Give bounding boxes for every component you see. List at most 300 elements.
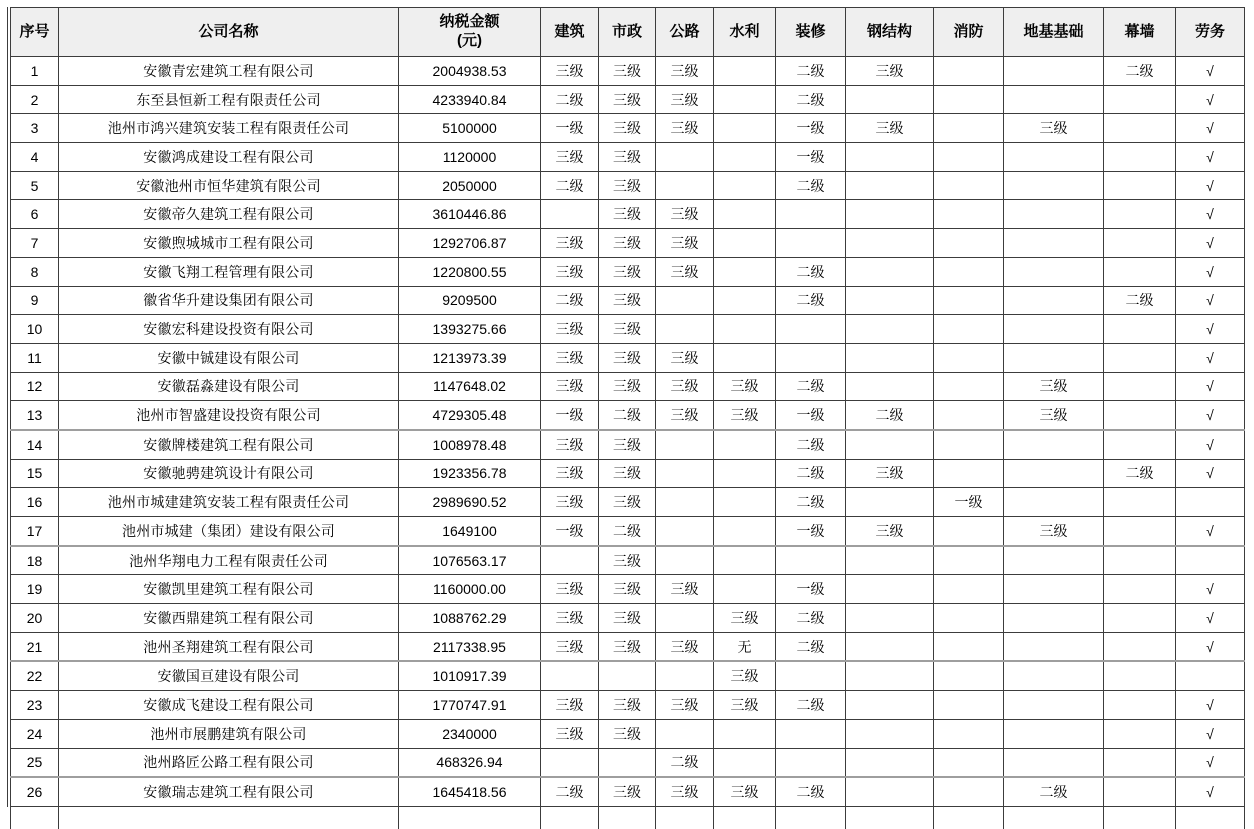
cell-muqiang: 二级 [1104, 459, 1176, 488]
cell-zhuangxiu: 二级 [776, 691, 846, 720]
cell-company: 安徽青宏建筑工程有限公司 [59, 57, 399, 86]
table-row [11, 488, 1245, 517]
cell-zhuangxiu [776, 343, 846, 372]
cell-index: 1 [11, 57, 59, 86]
cell-gonglu [656, 604, 714, 633]
table-row [11, 517, 1245, 546]
cell-company: 安徽帝久建筑工程有限公司 [59, 200, 399, 229]
cell-company: 池州市展鹏建筑有限公司 [59, 719, 399, 748]
cell-zhuangxiu: 二级 [776, 372, 846, 401]
cell-company: 安徽宏科建设投资有限公司 [59, 315, 399, 344]
cell-empty [1176, 806, 1245, 829]
cell-company: 安徽牌楼建筑工程有限公司 [59, 430, 399, 459]
cell-laowu: √ [1176, 430, 1245, 459]
cell-gangjiegou [846, 691, 934, 720]
cell-xiaofang [934, 229, 1004, 258]
cell-jianzhu: 三级 [541, 459, 599, 488]
table-row [11, 257, 1245, 286]
cell-tax: 2050000 [399, 171, 541, 200]
cell-jianzhu: 三级 [541, 372, 599, 401]
cell-index: 24 [11, 719, 59, 748]
cell-laowu: √ [1176, 604, 1245, 633]
table-row [11, 430, 1245, 459]
cell-gangjiegou: 三级 [846, 114, 934, 143]
cell-tax: 1923356.78 [399, 459, 541, 488]
cell-zhuangxiu: 二级 [776, 632, 846, 661]
cell-muqiang [1104, 546, 1176, 575]
cell-gonglu: 三级 [656, 632, 714, 661]
cell-xiaofang [934, 85, 1004, 114]
spreadsheet [10, 7, 1245, 829]
cell-muqiang [1104, 229, 1176, 258]
cell-muqiang [1104, 488, 1176, 517]
cell-dijijichu [1004, 229, 1104, 258]
cell-index: 8 [11, 257, 59, 286]
cell-xiaofang [934, 372, 1004, 401]
cell-jianzhu: 三级 [541, 632, 599, 661]
cell-shuili [714, 143, 776, 172]
cell-shizheng: 三级 [599, 286, 656, 315]
cell-laowu: √ [1176, 143, 1245, 172]
cell-zhuangxiu: 二级 [776, 257, 846, 286]
cell-xiaofang [934, 257, 1004, 286]
cell-company: 安徽中铖建设有限公司 [59, 343, 399, 372]
cell-dijijichu [1004, 143, 1104, 172]
cell-jianzhu: 三级 [541, 57, 599, 86]
cell-jianzhu: 三级 [541, 315, 599, 344]
table-row [11, 691, 1245, 720]
table-row [11, 575, 1245, 604]
cell-shuili [714, 430, 776, 459]
cell-tax: 1008978.48 [399, 430, 541, 459]
cell-tax: 1076563.17 [399, 546, 541, 575]
cell-index: 4 [11, 143, 59, 172]
cell-jianzhu [541, 200, 599, 229]
cell-muqiang [1104, 691, 1176, 720]
cell-muqiang [1104, 575, 1176, 604]
cell-shuili [714, 57, 776, 86]
cell-dijijichu [1004, 57, 1104, 86]
cell-gonglu: 三级 [656, 343, 714, 372]
cell-zhuangxiu [776, 200, 846, 229]
cell-zhuangxiu: 二级 [776, 488, 846, 517]
cell-muqiang [1104, 719, 1176, 748]
cell-dijijichu [1004, 171, 1104, 200]
cell-xiaofang [934, 575, 1004, 604]
cell-index: 23 [11, 691, 59, 720]
cell-shuili [714, 517, 776, 546]
cell-shizheng [599, 748, 656, 777]
cell-muqiang [1104, 343, 1176, 372]
cell-index: 16 [11, 488, 59, 517]
cell-jianzhu: 三级 [541, 343, 599, 372]
table-row [11, 401, 1245, 430]
cell-muqiang [1104, 372, 1176, 401]
cell-dijijichu: 三级 [1004, 517, 1104, 546]
cell-shizheng: 三级 [599, 575, 656, 604]
cell-tax: 2004938.53 [399, 57, 541, 86]
cell-laowu: √ [1176, 343, 1245, 372]
cell-xiaofang [934, 114, 1004, 143]
cell-xiaofang [934, 315, 1004, 344]
cell-empty [599, 806, 656, 829]
cell-xiaofang [934, 777, 1004, 806]
cell-shuili: 三级 [714, 604, 776, 633]
cell-company: 安徽鸿成建设工程有限公司 [59, 143, 399, 172]
table-row [11, 546, 1245, 575]
cell-shizheng: 三级 [599, 777, 656, 806]
cell-shizheng [599, 661, 656, 690]
cell-shizheng: 三级 [599, 632, 656, 661]
cell-dijijichu [1004, 200, 1104, 229]
cell-gangjiegou [846, 719, 934, 748]
cell-zhuangxiu: 二级 [776, 171, 846, 200]
cell-shuili [714, 171, 776, 200]
cell-laowu: √ [1176, 315, 1245, 344]
cell-shuili [714, 257, 776, 286]
cell-gangjiegou [846, 85, 934, 114]
partial-row [11, 806, 1245, 829]
cell-dijijichu: 三级 [1004, 401, 1104, 430]
cell-shuili [714, 748, 776, 777]
column-header-laowu: 劳务 [1176, 8, 1245, 57]
cell-jianzhu: 三级 [541, 719, 599, 748]
cell-dijijichu [1004, 661, 1104, 690]
table-row [11, 459, 1245, 488]
cell-gonglu: 三级 [656, 777, 714, 806]
cell-gonglu: 三级 [656, 257, 714, 286]
cell-company: 安徽成飞建设工程有限公司 [59, 691, 399, 720]
cell-company: 池州市鸿兴建筑安装工程有限责任公司 [59, 114, 399, 143]
cell-zhuangxiu [776, 546, 846, 575]
cell-company: 安徽瑞志建筑工程有限公司 [59, 777, 399, 806]
cell-shuili [714, 546, 776, 575]
cell-shuili: 三级 [714, 401, 776, 430]
cell-tax: 4233940.84 [399, 85, 541, 114]
column-header-muqiang: 幕墙 [1104, 8, 1176, 57]
cell-laowu: √ [1176, 632, 1245, 661]
cell-laowu: √ [1176, 401, 1245, 430]
cell-company: 东至县恒新工程有限责任公司 [59, 85, 399, 114]
cell-laowu: √ [1176, 748, 1245, 777]
cell-xiaofang [934, 143, 1004, 172]
cell-gonglu [656, 459, 714, 488]
cell-company: 徽省华升建设集团有限公司 [59, 286, 399, 315]
table-row [11, 229, 1245, 258]
cell-muqiang: 二级 [1104, 57, 1176, 86]
cell-shizheng: 三级 [599, 430, 656, 459]
cell-jianzhu [541, 661, 599, 690]
table-row [11, 85, 1245, 114]
cell-xiaofang [934, 661, 1004, 690]
cell-dijijichu [1004, 748, 1104, 777]
table-row [11, 372, 1245, 401]
column-header-index: 序号 [11, 8, 59, 57]
cell-gangjiegou [846, 372, 934, 401]
cell-shuili [714, 343, 776, 372]
cell-company: 池州市城建（集团）建设有限公司 [59, 517, 399, 546]
cell-xiaofang [934, 517, 1004, 546]
cell-index: 21 [11, 632, 59, 661]
cell-shizheng: 三级 [599, 604, 656, 633]
cell-empty [776, 806, 846, 829]
cell-shizheng: 三级 [599, 546, 656, 575]
cell-shuili [714, 114, 776, 143]
cell-gonglu: 三级 [656, 372, 714, 401]
cell-jianzhu: 二级 [541, 286, 599, 315]
column-header-tax [399, 8, 541, 57]
cell-empty [846, 806, 934, 829]
cell-zhuangxiu: 二级 [776, 777, 846, 806]
cell-gangjiegou: 二级 [846, 401, 934, 430]
cell-xiaofang [934, 748, 1004, 777]
cell-gangjiegou [846, 257, 934, 286]
cell-zhuangxiu: 二级 [776, 57, 846, 86]
cell-laowu: √ [1176, 517, 1245, 546]
cell-dijijichu: 二级 [1004, 777, 1104, 806]
cell-shuili: 三级 [714, 691, 776, 720]
cell-tax: 1770747.91 [399, 691, 541, 720]
cell-xiaofang [934, 719, 1004, 748]
company-qualification-table [10, 7, 1245, 829]
cell-zhuangxiu: 二级 [776, 286, 846, 315]
cell-tax: 1292706.87 [399, 229, 541, 258]
table-row [11, 748, 1245, 777]
cell-tax: 9209500 [399, 286, 541, 315]
cell-gangjiegou: 三级 [846, 517, 934, 546]
cell-empty [656, 806, 714, 829]
cell-gonglu: 三级 [656, 200, 714, 229]
cell-dijijichu [1004, 546, 1104, 575]
cell-shizheng: 三级 [599, 488, 656, 517]
cell-dijijichu: 三级 [1004, 114, 1104, 143]
cell-empty [1004, 806, 1104, 829]
table-row [11, 661, 1245, 690]
cell-laowu: √ [1176, 372, 1245, 401]
cell-tax: 5100000 [399, 114, 541, 143]
cell-jianzhu: 一级 [541, 114, 599, 143]
table-row [11, 604, 1245, 633]
cell-jianzhu: 一级 [541, 401, 599, 430]
cell-index: 20 [11, 604, 59, 633]
cell-dijijichu [1004, 691, 1104, 720]
cell-laowu: √ [1176, 200, 1245, 229]
cell-index: 10 [11, 315, 59, 344]
cell-gangjiegou [846, 748, 934, 777]
cell-shizheng: 三级 [599, 143, 656, 172]
cell-index: 12 [11, 372, 59, 401]
cell-xiaofang [934, 459, 1004, 488]
cell-empty [11, 806, 59, 829]
cell-empty [399, 806, 541, 829]
cell-gangjiegou [846, 632, 934, 661]
cell-zhuangxiu: 一级 [776, 401, 846, 430]
column-header-xiaofang: 消防 [934, 8, 1004, 57]
cell-laowu [1176, 488, 1245, 517]
cell-shuili [714, 459, 776, 488]
cell-gangjiegou: 三级 [846, 57, 934, 86]
cell-dijijichu [1004, 430, 1104, 459]
cell-gangjiegou [846, 661, 934, 690]
cell-laowu: √ [1176, 575, 1245, 604]
cell-xiaofang [934, 546, 1004, 575]
cell-tax: 1220800.55 [399, 257, 541, 286]
cell-company: 安徽煦城城市工程有限公司 [59, 229, 399, 258]
column-header-zhuangxiu: 装修 [776, 8, 846, 57]
cell-company: 安徽磊淼建设有限公司 [59, 372, 399, 401]
cell-shuili: 三级 [714, 777, 776, 806]
cell-jianzhu: 一级 [541, 517, 599, 546]
cell-zhuangxiu: 二级 [776, 459, 846, 488]
column-header-sublabel: (元) [457, 32, 482, 49]
cell-laowu [1176, 546, 1245, 575]
cell-shuili [714, 85, 776, 114]
cell-shizheng: 三级 [599, 372, 656, 401]
cell-dijijichu [1004, 286, 1104, 315]
cell-muqiang [1104, 257, 1176, 286]
cell-xiaofang [934, 57, 1004, 86]
cell-empty [714, 806, 776, 829]
cell-tax: 2340000 [399, 719, 541, 748]
cell-shizheng: 三级 [599, 315, 656, 344]
cell-gonglu [656, 286, 714, 315]
cell-zhuangxiu [776, 229, 846, 258]
cell-xiaofang [934, 200, 1004, 229]
cell-gangjiegou [846, 286, 934, 315]
cell-laowu: √ [1176, 777, 1245, 806]
cell-zhuangxiu: 一级 [776, 114, 846, 143]
cell-gangjiegou [846, 143, 934, 172]
cell-jianzhu: 三级 [541, 488, 599, 517]
cell-shuili: 三级 [714, 661, 776, 690]
cell-tax: 2989690.52 [399, 488, 541, 517]
table-row [11, 719, 1245, 748]
cell-company: 池州路匠公路工程有限公司 [59, 748, 399, 777]
cell-muqiang [1104, 114, 1176, 143]
cell-shuili [714, 286, 776, 315]
cell-xiaofang: 一级 [934, 488, 1004, 517]
column-header-company: 公司名称 [59, 8, 399, 57]
cell-jianzhu: 二级 [541, 777, 599, 806]
cell-index: 6 [11, 200, 59, 229]
cell-zhuangxiu [776, 315, 846, 344]
cell-zhuangxiu [776, 748, 846, 777]
cell-muqiang [1104, 401, 1176, 430]
cell-gangjiegou [846, 200, 934, 229]
cell-gangjiegou [846, 546, 934, 575]
header-row [11, 8, 1245, 57]
cell-gonglu [656, 315, 714, 344]
column-header-dijijichu: 地基基础 [1004, 8, 1104, 57]
cell-laowu: √ [1176, 171, 1245, 200]
cell-shuili: 无 [714, 632, 776, 661]
cell-tax: 1147648.02 [399, 372, 541, 401]
column-header-jianzhu: 建筑 [541, 8, 599, 57]
cell-laowu: √ [1176, 57, 1245, 86]
cell-jianzhu: 三级 [541, 575, 599, 604]
cell-shizheng: 三级 [599, 719, 656, 748]
cell-zhuangxiu: 二级 [776, 85, 846, 114]
cell-tax: 3610446.86 [399, 200, 541, 229]
cell-dijijichu [1004, 343, 1104, 372]
cell-tax: 1213973.39 [399, 343, 541, 372]
cell-tax: 1393275.66 [399, 315, 541, 344]
cell-laowu: √ [1176, 286, 1245, 315]
table-row [11, 632, 1245, 661]
cell-shizheng: 三级 [599, 459, 656, 488]
cell-dijijichu: 三级 [1004, 372, 1104, 401]
cell-gonglu: 三级 [656, 401, 714, 430]
cell-gangjiegou [846, 315, 934, 344]
cell-jianzhu: 三级 [541, 691, 599, 720]
column-header-gonglu: 公路 [656, 8, 714, 57]
cell-index: 17 [11, 517, 59, 546]
cell-tax: 1160000.00 [399, 575, 541, 604]
cell-jianzhu [541, 546, 599, 575]
column-header-shuili: 水利 [714, 8, 776, 57]
cell-company: 安徽飞翔工程管理有限公司 [59, 257, 399, 286]
cell-index: 26 [11, 777, 59, 806]
cell-xiaofang [934, 286, 1004, 315]
cell-muqiang [1104, 171, 1176, 200]
cell-dijijichu [1004, 257, 1104, 286]
cell-laowu: √ [1176, 85, 1245, 114]
cell-tax: 1645418.56 [399, 777, 541, 806]
table-row [11, 343, 1245, 372]
column-header-gangjiegou: 钢结构 [846, 8, 934, 57]
cell-index: 7 [11, 229, 59, 258]
cell-shuili [714, 575, 776, 604]
cell-laowu: √ [1176, 114, 1245, 143]
cell-gangjiegou [846, 777, 934, 806]
cell-muqiang [1104, 430, 1176, 459]
cell-gonglu [656, 517, 714, 546]
cell-muqiang [1104, 604, 1176, 633]
cell-shizheng: 三级 [599, 171, 656, 200]
cell-company: 池州圣翔建筑工程有限公司 [59, 632, 399, 661]
cell-company: 池州华翔电力工程有限责任公司 [59, 546, 399, 575]
cell-laowu: √ [1176, 719, 1245, 748]
cell-gonglu: 三级 [656, 57, 714, 86]
cell-shizheng: 三级 [599, 343, 656, 372]
cell-laowu: √ [1176, 229, 1245, 258]
cell-gangjiegou [846, 171, 934, 200]
cell-muqiang: 二级 [1104, 286, 1176, 315]
cell-index: 3 [11, 114, 59, 143]
cell-index: 18 [11, 546, 59, 575]
cell-xiaofang [934, 691, 1004, 720]
cell-shizheng: 三级 [599, 691, 656, 720]
cell-zhuangxiu: 一级 [776, 575, 846, 604]
cell-dijijichu [1004, 604, 1104, 633]
cell-laowu: √ [1176, 257, 1245, 286]
cell-laowu [1176, 661, 1245, 690]
cell-jianzhu: 三级 [541, 143, 599, 172]
cell-jianzhu: 三级 [541, 604, 599, 633]
cell-gonglu [656, 171, 714, 200]
cell-gonglu [656, 143, 714, 172]
cell-xiaofang [934, 343, 1004, 372]
cell-zhuangxiu: 一级 [776, 517, 846, 546]
cell-shuili [714, 315, 776, 344]
cell-jianzhu: 三级 [541, 257, 599, 286]
cell-company: 池州市城建建筑安装工程有限责任公司 [59, 488, 399, 517]
cell-gangjiegou [846, 488, 934, 517]
cell-company: 安徽池州市恒华建筑有限公司 [59, 171, 399, 200]
cell-index: 25 [11, 748, 59, 777]
cell-tax: 1649100 [399, 517, 541, 546]
cell-shuili [714, 229, 776, 258]
